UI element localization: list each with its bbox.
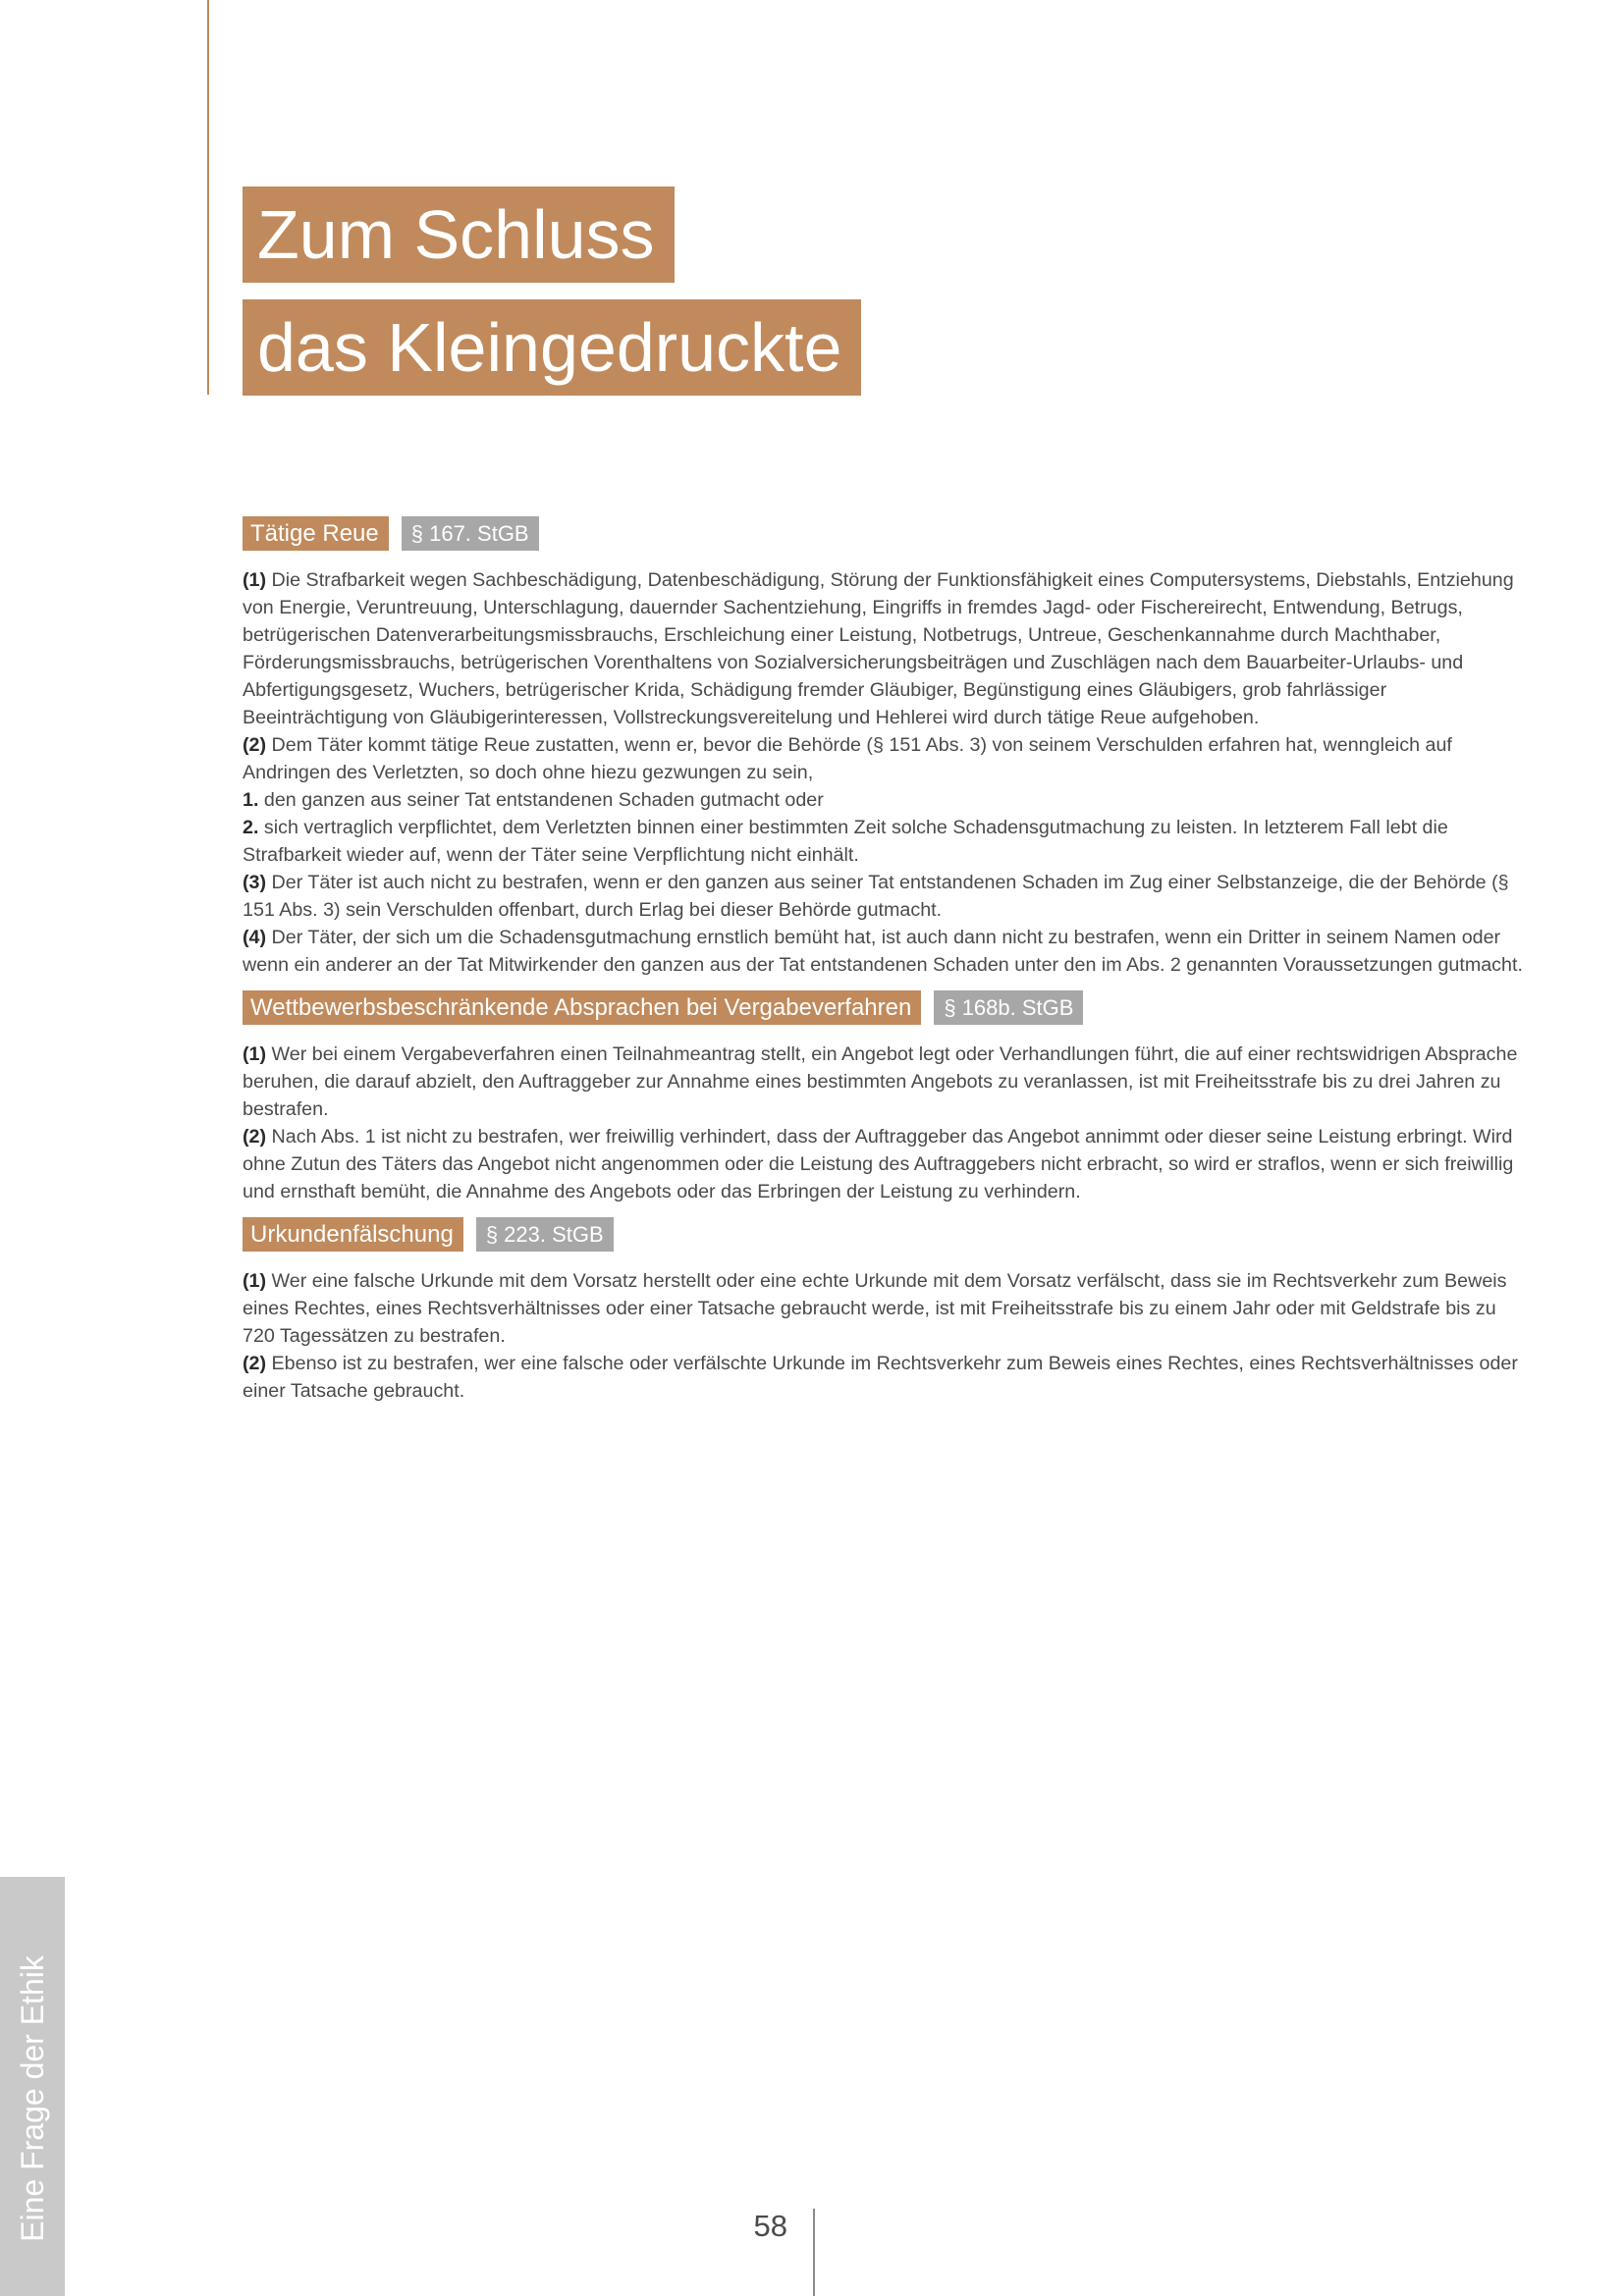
section-header <box>243 516 1529 551</box>
title-line-2: das Kleingedruckte <box>243 299 861 396</box>
paragraph-text: sich vertraglich verpflichtet, dem Verletzten binnen einer bestimmten Zeit solche Schadensgutmachung zu leisten. In letzterem Fall lebt die Strafbarkeit wieder auf, wenn der Täter seine Verpflichtung nicht einhält. <box>243 817 1448 866</box>
section-reference: § 168b. StGB <box>934 990 1083 1025</box>
legal-sections <box>243 516 1529 1416</box>
paragraph <box>243 1041 1529 1123</box>
paragraph <box>243 869 1529 924</box>
title-line-1: Zum Schluss <box>243 187 675 283</box>
paragraph <box>243 566 1529 731</box>
paragraph-text: Wer bei einem Vergabeverfahren einen Teilnahmeantrag stellt, ein Angebot legt oder Verhandlungen führt, die auf einer rechtswidrigen Absprache beruhen, die darauf abzielt, den Auftraggeber zur Annahme eines bestimmten Angebots zu veranlassen, ist mit Freiheitsstrafe bis zu drei Jahren zu bestrafen. <box>243 1043 1518 1120</box>
paragraph <box>243 786 1529 814</box>
paragraph-text: Dem Täter kommt tätige Reue zustatten, wenn er, bevor die Behörde (§ 151 Abs. 3) von seinem Verschulden erfahren hat, wenngleich auf Andringen des Verletzten, so doch ohne hiezu gezwungen zu sein, <box>243 734 1452 783</box>
paragraph <box>243 731 1529 786</box>
section-wettbewerbsbeschraenkende-absprachen <box>243 990 1529 1205</box>
paragraph-number: (2) <box>243 734 267 756</box>
section-title: Urkundenfälschung <box>243 1217 463 1252</box>
paragraph <box>243 814 1529 869</box>
paragraph-text: Der Täter ist auch nicht zu bestrafen, wenn er den ganzen aus seiner Tat entstandenen Schaden im Zug einer Selbstanzeige, die der Behörde (§ 151 Abs. 3) sein Verschulden offenbart, durch Erlag bei dieser Behörde gutmacht. <box>243 872 1509 921</box>
section-title: Wettbewerbsbeschränkende Absprachen bei Vergabeverfahren <box>243 990 921 1025</box>
paragraph-text: Nach Abs. 1 ist nicht zu bestrafen, wer freiwillig verhindert, dass der Auftraggeber das Angebot annimmt oder dieser seine Leistung erbringt. Wird ohne Zutun des Täters das Angebot nicht angenommen oder die Leistung des Auftraggebers nicht erbracht, so wird er straflos, wenn er sich freiwillig und ernsthaft bemüht, die Annahme des Angebots oder das Erbringen der Leistung zu verhindern. <box>243 1126 1514 1202</box>
page-number-rule <box>813 2209 815 2296</box>
section-header <box>243 990 1529 1025</box>
paragraph-number: (1) <box>243 569 267 591</box>
paragraph <box>243 924 1529 979</box>
paragraph-number: 1. <box>243 789 259 811</box>
paragraph-number: (3) <box>243 872 267 893</box>
section-header <box>243 1217 1529 1252</box>
page-number: 58 <box>753 2209 787 2243</box>
paragraph-number: (2) <box>243 1353 267 1374</box>
paragraph-text: Die Strafbarkeit wegen Sachbeschädigung, Datenbeschädigung, Störung der Funktionsfähigkeit eines Computersystems, Diebstahls, Entziehung von Energie, Veruntreuung, Unterschlagung, dauernder Sachentziehung, Eingriffs in fremdes Jagd- oder Fischereirecht, Entwendung, Betrugs, betrügerischen Datenverarbeitungsmissbrauchs, Erschleichung einer Leistung, Notbetrugs, Untreue, Geschenkannahme durch Machthaber, Förderungsmissbrauchs, betrügerischen Vorenthaltens von Sozialversicherungsbeiträgen und Zuschlägen nach dem Bauarbeiter-Urlaubs- und Abfertigungsgesetz, Wuchers, betrügerischer Krida, Schädigung fremder Gläubiger, Begünstigung eines Gläubigers, grob fahrlässiger Beeinträchtigung von Gläubigerinteressen, Vollstreckungsvereitelung und Hehlerei wird durch tätige Reue aufgehoben. <box>243 569 1514 728</box>
section-taetige-reue <box>243 516 1529 979</box>
section-reference: § 223. StGB <box>476 1217 614 1252</box>
paragraph-text: Der Täter, der sich um die Schadensgutmachung ernstlich bemüht hat, ist auch dann nicht zu bestrafen, wenn ein Dritter in seinem Namen oder wenn ein anderer an der Tat Mitwirkender den ganzen aus der Tat entstandenen Schaden unter den im Abs. 2 genannten Voraussetzungen gutmacht. <box>243 927 1523 976</box>
paragraph-number: 2. <box>243 817 259 838</box>
paragraph <box>243 1123 1529 1205</box>
paragraph-text: den ganzen aus seiner Tat entstandenen Schaden gutmacht oder <box>263 789 824 811</box>
section-body <box>243 1267 1529 1405</box>
paragraph-number: (4) <box>243 927 267 948</box>
paragraph-number: (1) <box>243 1270 267 1292</box>
paragraph <box>243 1350 1529 1405</box>
section-urkundenfaelschung <box>243 1217 1529 1405</box>
paragraph-text: Ebenso ist zu bestrafen, wer eine falsche oder verfälschte Urkunde im Rechtsverkehr zum Beweis eines Rechtes, eines Rechtsverhältnisses oder einer Tatsache gebraucht. <box>243 1353 1518 1402</box>
section-body <box>243 566 1529 979</box>
section-title: Tätige Reue <box>243 516 389 551</box>
page-title <box>243 187 861 396</box>
paragraph <box>243 1267 1529 1350</box>
paragraph-number: (2) <box>243 1126 267 1148</box>
section-body <box>243 1041 1529 1205</box>
paragraph-text: Wer eine falsche Urkunde mit dem Vorsatz herstellt oder eine echte Urkunde mit dem Vorsatz verfälscht, dass sie im Rechtsverkehr zum Beweis eines Rechtes, eines Rechtsverhältnisses oder einer Tatsache gebraucht werde, ist mit Freiheitsstrafe bis zu einem Jahr oder mit Geldstrafe bis zu 720 Tagessätzen zu bestrafen. <box>243 1270 1507 1347</box>
paragraph-number: (1) <box>243 1043 267 1065</box>
section-reference: § 167. StGB <box>402 516 539 551</box>
side-tab-label: Eine Frage der Ethik <box>15 1955 50 2242</box>
accent-rule-top <box>207 0 209 395</box>
